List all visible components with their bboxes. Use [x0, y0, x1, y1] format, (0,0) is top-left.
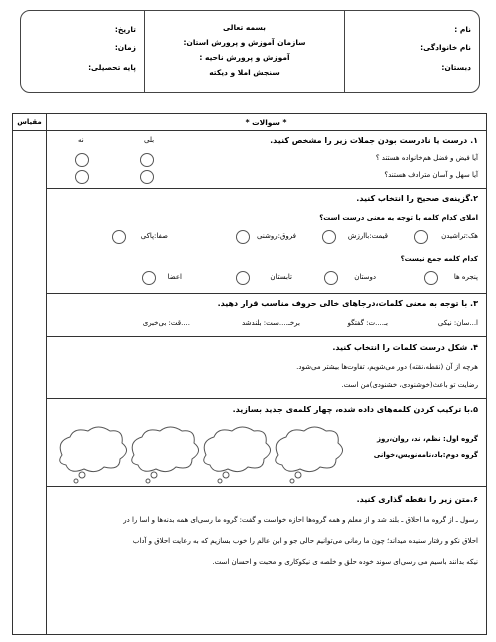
- basmala: بسمه تعالی: [223, 23, 266, 32]
- q2-sub-question-1: املای کدام کلمه با توجه به معنی درست است؟: [319, 214, 478, 222]
- district-line: آموزش و پرورش ناحیه :: [199, 53, 290, 62]
- date-field[interactable]: تاریخ:: [114, 25, 136, 34]
- question-3-title: ۳. با توجه به معنی کلمات،درجاهای خالی حروف مناسب قرار دهید.: [217, 299, 478, 308]
- q2-option-4-radio[interactable]: [112, 230, 126, 244]
- q2b-option-1-label: پنجره ها: [453, 273, 478, 281]
- q2b-option-4-radio[interactable]: [142, 271, 156, 285]
- score-header: مقیاس: [17, 118, 42, 126]
- answer-cloud-1[interactable]: [60, 427, 127, 483]
- q2-option-4-label: صفا:پاکی: [140, 232, 168, 240]
- score-column: [13, 114, 47, 634]
- q3-item-4[interactable]: ....قت: بی‌خبری: [142, 319, 190, 327]
- question-1: [46, 131, 486, 189]
- q2-sub-question-2: کدام کلمه جمع نیست؟: [400, 255, 478, 263]
- no-label: نه: [78, 136, 84, 144]
- question-2: [46, 189, 486, 294]
- family-name-field[interactable]: نام خانوادگی:: [420, 43, 471, 52]
- passage-line-3: نیکه بدانند باسیم می رسی‌ای سوند خوده حلق و خلصه ی نیکوکاری و محبت و احسان است.: [212, 558, 478, 566]
- q1-item2-yes-option[interactable]: [140, 170, 154, 184]
- passage-line-1: رسول ـ از گروه ما احلاق ـ بلند شد و از معلم و همه گروه‌ها احازه خواست و گفت: گروه ما رسی‌ای همه بدنه‌ها و اسا را در: [123, 516, 478, 524]
- q2b-option-4-label: اعضا: [167, 273, 182, 281]
- student-info-box: [344, 11, 479, 92]
- q1-item1-yes-option[interactable]: [140, 153, 154, 167]
- time-field[interactable]: زمان:: [114, 43, 136, 52]
- yes-label: بلی: [144, 136, 155, 144]
- school-field[interactable]: دبستان:: [441, 63, 471, 72]
- q2-option-3-radio[interactable]: [236, 230, 250, 244]
- passage-line-2: احلاق نکو و رفتار سنیده میداند؛ چون ما رمانی می‌توانیم حالی جو و ابن عالم را خوب بسازیم که به رعایت احلاق و آداب: [132, 537, 478, 545]
- q2-option-1-radio[interactable]: [414, 230, 428, 244]
- answer-clouds: [52, 425, 352, 485]
- q1-item-2: آیا سهل و آسان مترادف هستند؟: [384, 171, 478, 179]
- q2b-option-2-label: دوستان: [354, 273, 376, 281]
- q2-option-2-radio[interactable]: [322, 230, 336, 244]
- q4-line-2: رضایت تو باعث(خوشنودی، خشنودی)من است.: [341, 381, 478, 389]
- exam-info-box: [21, 11, 144, 92]
- exam-title: سنجش املا و دیکته: [209, 68, 280, 77]
- questions-header: * سوالات *: [245, 118, 287, 127]
- exam-header: [20, 10, 480, 93]
- question-5-title: ۵.با ترکیب کردن کلمه‌های داده شده، چهار کلمه‌ی جدید بسازید.: [232, 405, 478, 414]
- q2b-option-1-radio[interactable]: [424, 271, 438, 285]
- organization-line: سازمان آموزش و پرورش استان:: [183, 38, 306, 47]
- question-3: [46, 294, 486, 337]
- q2b-option-3-label: تابستان: [270, 273, 292, 281]
- q2-option-2-label: قیمت:باارزش: [347, 232, 388, 240]
- q2-option-1-label: هک:تراشیدن: [441, 232, 478, 240]
- question-6-title: ۶.متن زیر را نقطه گذاری کنید.: [356, 495, 478, 504]
- answer-cloud-3[interactable]: [204, 427, 271, 483]
- grade-field[interactable]: پایه تحصیلی:: [88, 63, 136, 72]
- q3-item-1[interactable]: ا...سان: نیکی: [437, 319, 478, 327]
- q1-item2-no-option[interactable]: [75, 170, 89, 184]
- question-4: [46, 337, 486, 399]
- title-box: [144, 11, 344, 92]
- punctuation-passage[interactable]: [54, 513, 478, 570]
- question-5: [46, 399, 486, 487]
- question-2-title: ۲.گزینه‌ی صحیح را انتخاب کنید.: [356, 194, 478, 203]
- table-header: [13, 114, 486, 131]
- answer-cloud-2[interactable]: [132, 427, 199, 483]
- question-6: [46, 487, 486, 634]
- q2-option-3-label: فروق:روشنی: [257, 232, 296, 240]
- q1-item-1: آیا فیض و فضل هم‌خانواده هستند ؟: [375, 154, 478, 162]
- q4-line-1: هرچه از آن (نقطه،نقته) دور می‌شویم، تفاوت‌ها بیشتر می‌شود.: [296, 363, 478, 371]
- q3-item-3[interactable]: برخـ....ست: بلندشد: [241, 319, 300, 327]
- q3-item-2[interactable]: بـ....ت: گفتگو: [347, 319, 388, 327]
- q2b-option-2-radio[interactable]: [324, 271, 338, 285]
- name-field[interactable]: نام :: [454, 25, 471, 34]
- group-2-words: گروه دوم:باد،نامه‌نویس،خوانی: [373, 451, 478, 459]
- q1-item1-no-option[interactable]: [75, 153, 89, 167]
- q2b-option-3-radio[interactable]: [236, 271, 250, 285]
- answer-cloud-4[interactable]: [276, 427, 343, 483]
- question-4-title: ۴. شکل درست کلمات را انتخاب کنید.: [332, 343, 478, 352]
- group-1-words: گروه اول: نظم، ند، روان،روز: [376, 435, 478, 443]
- question-sheet: [12, 113, 487, 635]
- question-1-title: ۱. درست یا نادرست بودن جملات زیر را مشخص کنید.: [270, 136, 478, 145]
